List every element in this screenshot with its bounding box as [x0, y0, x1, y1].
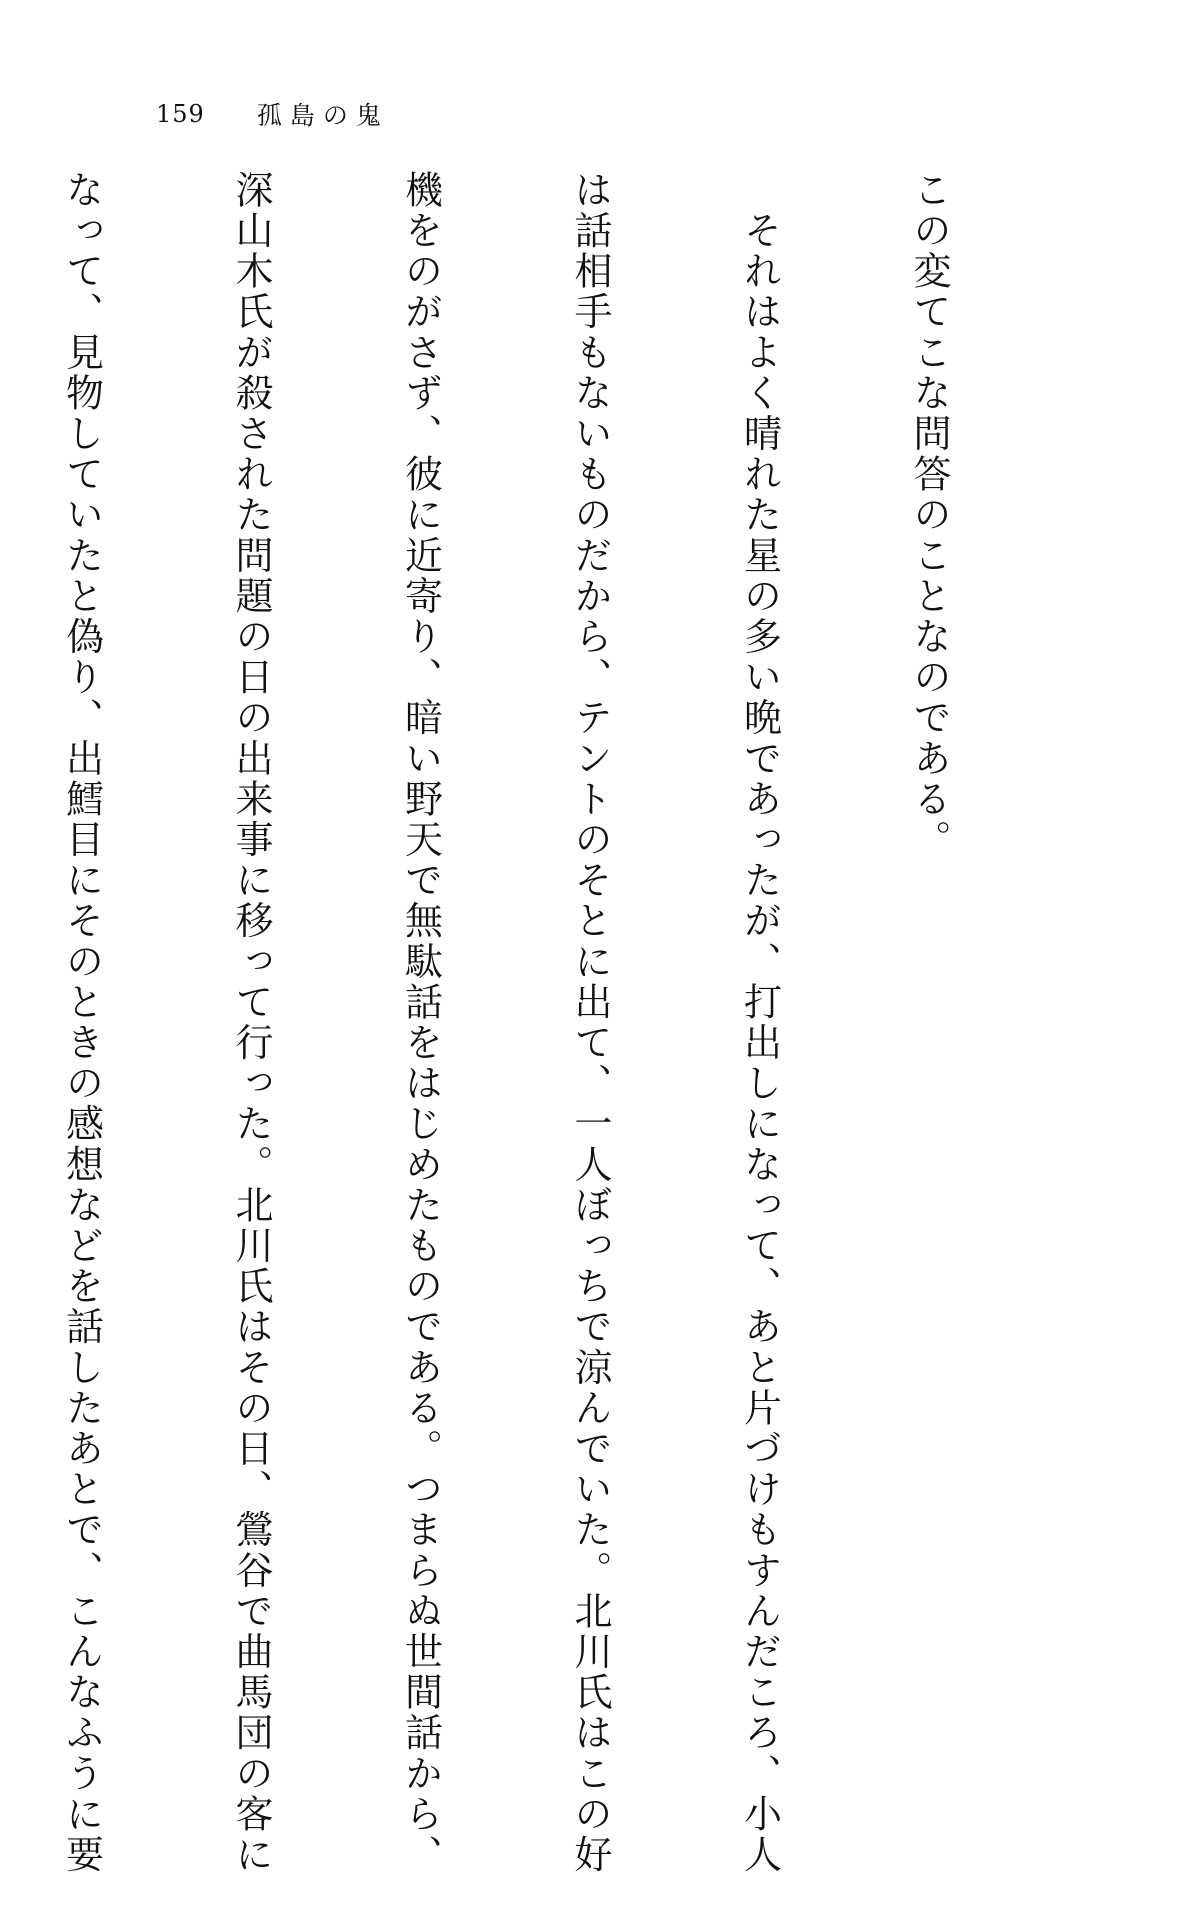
text-line: 機をのがさず、彼に近寄り、暗い野天で無駄話をはじめたものである。つまらぬ世間話から、: [398, 170, 443, 1876]
text-line: この変てこな問答のことなのである。: [907, 170, 951, 861]
page-header: [156, 96, 389, 132]
text-line: それはよく晴れた星の多い晩であったが、打出しになって、あと片づけもすんだころ、小人: [737, 170, 782, 1876]
text-line: なって、見物していたと偽り、出鱈目にそのときの感想などを話したあとで、こんなふうに要: [59, 170, 104, 1876]
page-number: 159: [156, 100, 205, 128]
vertical-text-block: [59, 170, 1070, 1876]
running-title: 孤島の鬼: [256, 101, 389, 130]
text-line: 深山木氏が殺された問題の日の出来事に移って行った。北川氏はその日、鶯谷で曲馬団の客に: [229, 170, 273, 1876]
body-text: [59, 170, 1070, 1876]
text-line: は話相手もないものだから、テントのそとに出て、一人ぼっちで涼んでいた。北川氏はこの好: [568, 170, 612, 1876]
